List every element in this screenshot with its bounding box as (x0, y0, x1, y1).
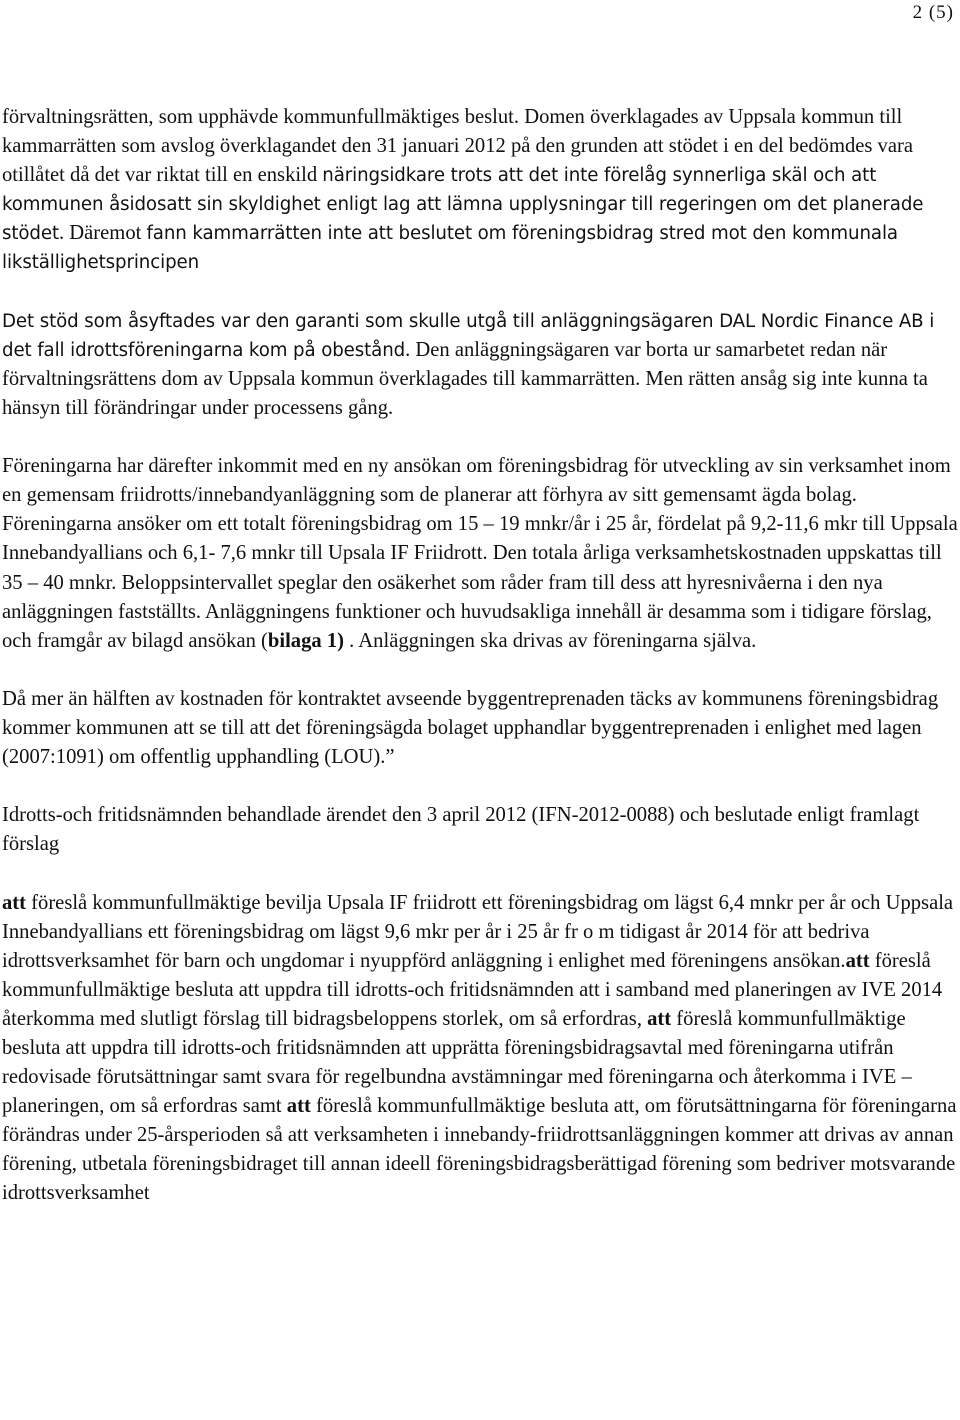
proposal-text: föreslå kommunfullmäktige bevilja Upsala IF friidrott ett föreningsbidrag om lägst 6,4 mnkr per år och Uppsala Innebandyallians ett föreningsbidrag om lägst 9,6 mkr per år i 25 år fr o m tidigast år 2014 för att bedriva idrottsverksamhet för barn och ungdomar i nyuppförd anläggning i enlighet med föreningens ansökan. (2, 891, 954, 972)
proposal-text: föreslå kommunfullmäktige besluta att uppdra till idrotts-och fritidsnämnden att upprätta föreningsbidragsavtal med föreningarna utifrån redovisade förutsättningar samt svara för regelbundna avstämningar med föreningarna och återkomma i IVE –planeringen, om så erfordras samt (2, 1007, 912, 1118)
att-keyword: att (647, 1007, 672, 1030)
paragraph-text: . Anläggningen ska drivas av föreningarna själva. (344, 629, 757, 652)
att-keyword: att (845, 949, 870, 972)
paragraph-text: förvaltningsrätten, som upphävde kommunfullmäktiges beslut. Domen överklagades av Uppsala kommun till kammarrätten som avslog överklagandet den 31 januari 2012 på den grunden att stödet i en del bedömdes vara otillåtet då det var riktat till en enskild (2, 106, 913, 187)
paragraph-text-sans: Det stöd som åsyftades var den garanti som skulle utgå till anläggningsägaren DAL Nordic Finance AB i det fall idrottsföreningarna kom på obestånd (2, 310, 935, 361)
paragraph-text: . Däremot (59, 222, 147, 245)
paragraph-text-sans: fann kammarrätten inte att beslutet om föreningsbidrag stred mot den kommunala likställighetsprincipen (2, 223, 898, 274)
paragraph-text: Föreningarna har därefter inkommit med en ny ansökan om föreningsbidrag för utveckling av sin verksamhet inom en gemensam friidrotts/innebandyanläggning som de planerar att förhyra av sitt gemensamt ägda bolag. Föreningarna ansöker om ett totalt föreningsbidrag om 15 – 19 mnkr/år i 25 år, fördelat på 9,2-11,6 mkr till Uppsala Innebandyallians och 6,1- 7,6 mnkr till Upsala IF Friidrott. Den totala årliga verksamhetskostnaden uppskattas till 35 – 40 mnkr. Beloppsintervallet speglar den osäkerhet som råder fram till dess att hyresnivåerna i den nya anläggningen fastställts. Anläggningens funktioner och huvudsakliga innehåll är desamma som i tidigare förslag, och framgår av bilagd ansökan ( (2, 455, 958, 652)
proposal-text: föreslå kommunfullmäktige besluta att uppdra till idrotts-och fritidsnämnden att i samband med planeringen av IVE 2014 återkomma med slutligt förslag till bidragsbeloppens storlek, om så erfordras, (2, 949, 943, 1030)
paragraph-guarantee (2, 307, 958, 423)
paragraph-court-ruling (2, 103, 958, 278)
paragraph-new-application (2, 452, 958, 656)
attachment-reference: bilaga 1) (267, 629, 344, 652)
proposal-text: föreslå kommunfullmäktige besluta att, om förutsättningarna för föreningarna förändras under 25-årsperioden så att verksamheten i innebandy-friidrottsanläggningen kommer att drivas av annan förening, utbetala föreningsbidraget till annan ideell föreningsbidragsberättigad förening som bedriver motsvarande idrottsverksamhet (2, 1095, 957, 1205)
att-keyword: att (2, 891, 27, 914)
paragraph-committee-decision: Idrotts-och fritidsnämnden behandlade ärendet den 3 april 2012 (IFN-2012-0088) och beslutade enligt framlagt förslag (2, 804, 920, 856)
paragraph-text-sans: näringsidkare trots att det inte förelåg synnerliga skäl och att kommunen åsidosatt sin skyldighet enligt lag att lämna upplysningar till regeringen om det planerade stödet (2, 165, 924, 245)
paragraph-text: . Den anläggningsägaren var borta ur samarbetet redan när förvaltningsrättens dom av Uppsala kommun överklagades till kammarrätten. Men rätten ansåg sig inte kunna ta hänsyn till förändringar under processens gång. (2, 338, 928, 419)
document-body (2, 103, 958, 1209)
paragraph-proposals (2, 889, 958, 1209)
page-number: 2 (5) (912, 2, 954, 23)
att-keyword: att (286, 1095, 311, 1118)
paragraph-procurement: Då mer än hälften av kostnaden för kontraktet avseende byggentreprenaden täcks av kommunens föreningsbidrag kommer kommunen att se till att det föreningsägda bolaget upphandlar byggentreprenaden i enlighet med lagen (2007:1091) om offentlig upphandling (LOU).” (2, 687, 939, 769)
